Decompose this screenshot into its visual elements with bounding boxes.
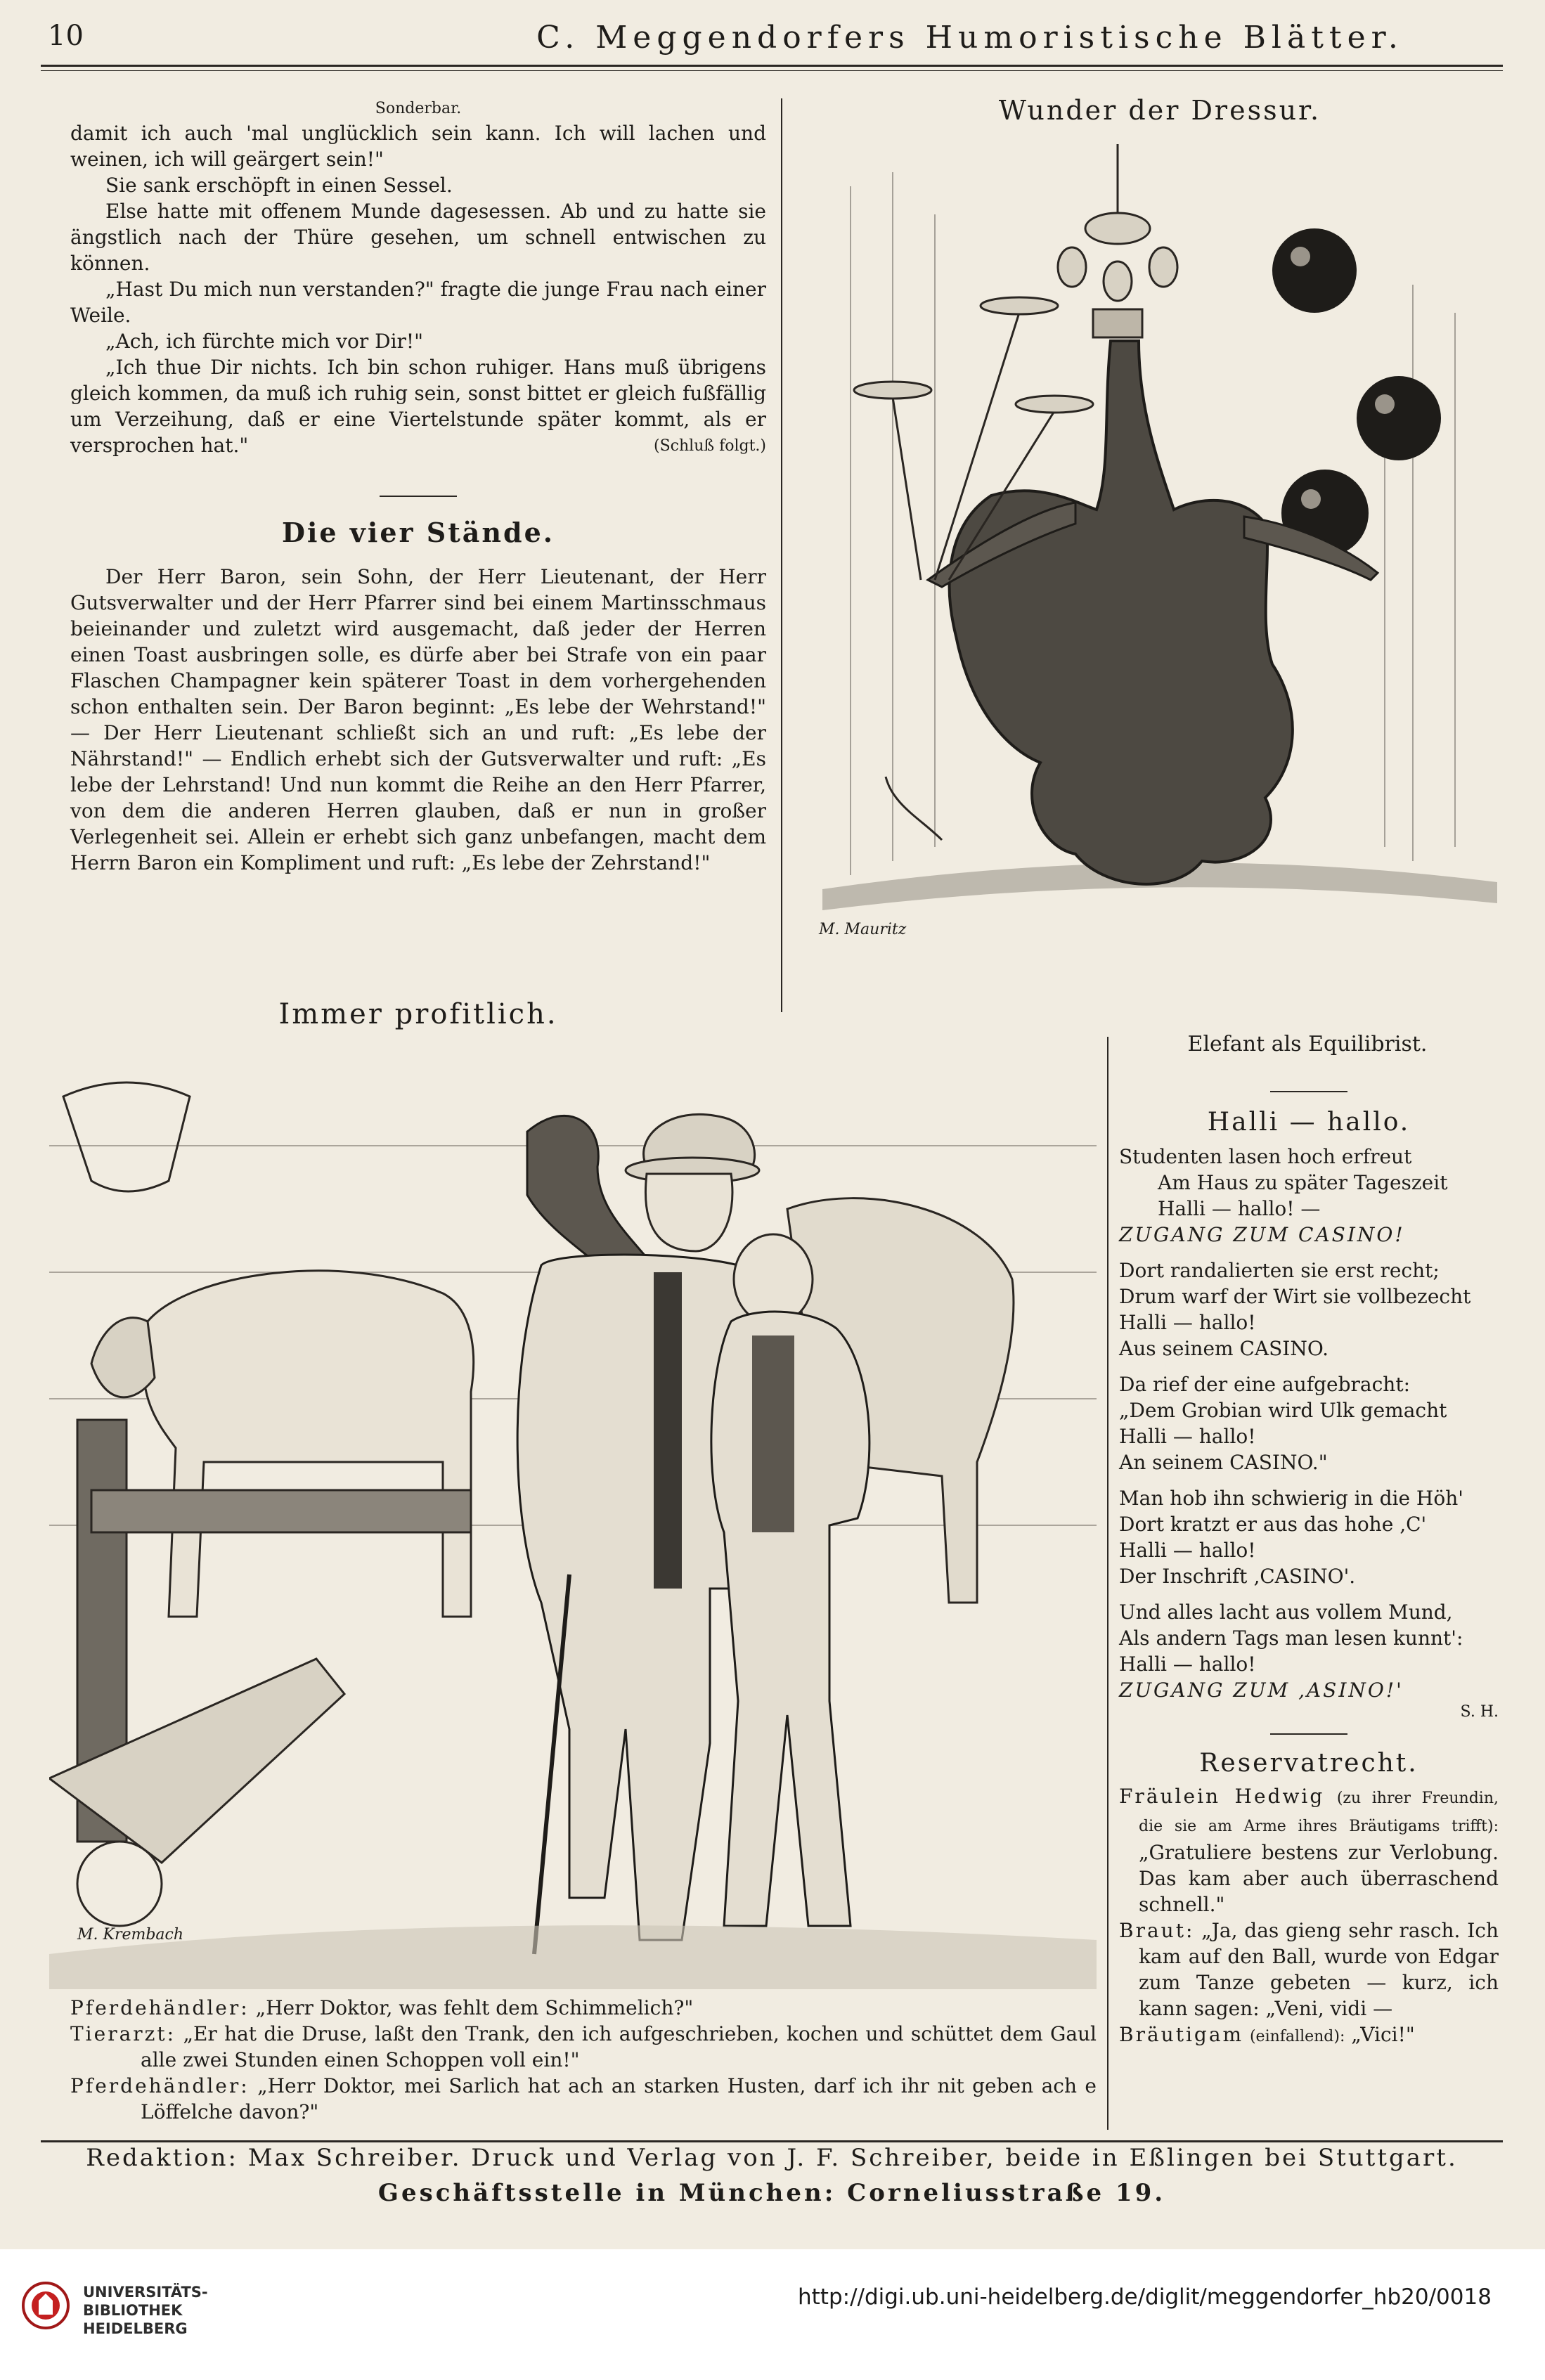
office-line: Geschäftsstelle in München: Corneliusstraße 19. bbox=[377, 2179, 1166, 2207]
poem-stanza bbox=[1119, 1485, 1499, 1589]
speaker: Tierarzt: bbox=[70, 2022, 176, 2045]
dialog-line bbox=[70, 2073, 1097, 2125]
imprint-line: Redaktion: Max Schreiber. Druck und Verlag von J. F. Schreiber, beide in Eßlingen bei Stuttgart. bbox=[86, 2144, 1458, 2172]
poem-stanza bbox=[1119, 1599, 1499, 1703]
paragraph: Else hatte mit offenem Munde dagesessen. Ab und zu hatte sie ängstlich nach der Thüre gesehen, um schnell entwischen zu können. bbox=[70, 200, 766, 275]
university-seal-icon bbox=[21, 2281, 70, 2330]
dialog-line bbox=[70, 1995, 1097, 2021]
dialog-line bbox=[1119, 2022, 1499, 2050]
poem-stanza bbox=[1119, 1257, 1499, 1362]
logo-line: UNIVERSITÄTS- bbox=[83, 2284, 208, 2301]
verse-line: Studenten lasen hoch erfreut bbox=[1119, 1145, 1412, 1168]
dialog-line bbox=[70, 2021, 1097, 2073]
poem-stanza bbox=[1119, 1371, 1499, 1475]
verse-line: Halli — hallo! bbox=[1119, 1653, 1256, 1676]
reservat-title: Reservatrecht. bbox=[1199, 1749, 1418, 1778]
verse-line: Als andern Tags man lesen kunnt': bbox=[1119, 1626, 1463, 1650]
continued-label: Sonderbar. bbox=[375, 100, 462, 117]
stage-direction: (zu ihrer Freundin, die sie am Arme ihres Bräutigams trifft): bbox=[1139, 1790, 1499, 1835]
verse-line: Da rief der eine aufgebracht: bbox=[1119, 1373, 1411, 1396]
header-rule-thin bbox=[41, 70, 1503, 71]
verse-line: Halli — hallo! bbox=[1119, 1539, 1256, 1562]
story-title: Die vier Stände. bbox=[282, 517, 555, 548]
speaker: Pferdehändler: bbox=[70, 2074, 250, 2097]
story-text: Der Herr Baron, sein Sohn, der Herr Lieutenant, der Herr Gutsverwalter und der Herr Pfarrer sind bei einem Martinsschmaus beieinander und zuletzt wird ausgemacht, daß jeder der Herren einen Toast ausbringen solle, es dürfe aber bei Strafe von ein paar Flaschen Champagner kein späterer Toast in dem vorhergehenden schon enthalten sein. Der Baron beginnt: „Es lebe der Wehrstand!" — Der Herr Lieutenant schließt sich an und ruft: „Es lebe der Nährstand!" — Endlich erhebt sich der Gutsverwalter und ruft: „Es lebe der Lehrstand! Und nun kommt die Reihe an den Herr Pfarrer, von dem die anderen Herren glauben, daß er nun in großer Verlegenheit sei. Allein er erhebt sich ganz unbefangen, macht dem Herrn Baron ein Kompliment und ruft: „Es lebe der Zehrstand!" bbox=[70, 565, 766, 874]
poem-title: Halli — hallo. bbox=[1207, 1108, 1411, 1137]
dialog-line bbox=[1119, 1783, 1499, 1917]
poem-stanza bbox=[1119, 1144, 1499, 1248]
verse-line: Halli — hallo! bbox=[1119, 1425, 1256, 1448]
elephant-caption: Elefant als Equilibrist. bbox=[1187, 1032, 1428, 1056]
verse-line: Halli — hallo! — bbox=[1158, 1197, 1321, 1220]
paragraph: damit ich auch 'mal unglücklich sein kann. Ich will lachen und weinen, ich will geärgert sein!" bbox=[70, 122, 766, 171]
dialog-text: „Gratuliere bestens zur Verlobung. Das kam aber auch überraschend schnell." bbox=[1139, 1841, 1499, 1916]
dialog-line bbox=[1119, 1917, 1499, 2022]
stable-illustration bbox=[49, 1040, 1097, 1989]
verse-line: Der Inschrift ‚CASINO'. bbox=[1119, 1565, 1356, 1588]
column-divider-right bbox=[1107, 1037, 1108, 2130]
footer-rule bbox=[41, 2140, 1503, 2142]
verse-line: Dort kratzt er aus das hohe ‚C' bbox=[1119, 1513, 1427, 1536]
speaker: Fräulein Hedwig bbox=[1119, 1785, 1325, 1808]
verse-line: ZUGANG ZUM ‚ASINO!' bbox=[1119, 1679, 1404, 1702]
verse-line: Am Haus zu später Tageszeit bbox=[1158, 1171, 1448, 1194]
page-number: 10 bbox=[48, 20, 84, 52]
logo-line: BIBLIOTHEK bbox=[83, 2302, 183, 2319]
elephant-signature: M. Mauritz bbox=[819, 921, 907, 938]
verse-line: Drum warf der Wirt sie vollbezecht bbox=[1119, 1285, 1471, 1308]
section-rule bbox=[380, 496, 457, 497]
verse-line: Man hob ihn schwierig in die Höh' bbox=[1119, 1487, 1463, 1510]
section-rule bbox=[1270, 1091, 1347, 1092]
stage-direction: (einfallend): bbox=[1249, 2028, 1345, 2045]
paragraph: „Ich thue Dir nichts. Ich bin schon ruhiger. Hans muß übrigens gleich kommen, da muß ich ruhig sein, sonst bittet er gleich fußfällig um Verzeihung, daß er eine Viertelstunde später kommt, als er versprochen hat." bbox=[70, 356, 766, 457]
speaker: Pferdehändler: bbox=[70, 1996, 250, 2019]
verse-line: Aus seinem CASINO. bbox=[1119, 1337, 1329, 1360]
cartoon-title: Immer profitlich. bbox=[278, 998, 558, 1030]
source-url-link[interactable]: http://digi.ub.uni-heidelberg.de/diglit/meggendorfer_hb20/0018 bbox=[798, 2284, 1492, 2310]
library-logo-text bbox=[83, 2283, 208, 2338]
cartoon-dialog bbox=[70, 1995, 1097, 2125]
verse-line: Halli — hallo! bbox=[1119, 1311, 1256, 1334]
elephant-illustration bbox=[808, 130, 1511, 1023]
to-be-continued: (Schluß folgt.) bbox=[654, 437, 766, 455]
dialog-text: „Er hat die Druse, laßt den Trank, den ich aufgeschrieben, kochen und schüttet dem Gaul alle zwei Stunden einen Schoppen voll ein!" bbox=[141, 2022, 1097, 2071]
column-divider bbox=[781, 98, 782, 1012]
verse-line: An seinem CASINO." bbox=[1119, 1451, 1328, 1474]
verse-line: Dort randalierten sie erst recht; bbox=[1119, 1259, 1440, 1282]
left-column bbox=[70, 100, 766, 876]
stable-signature: M. Krembach bbox=[77, 1926, 184, 1944]
paragraph: „Hast Du mich nun verstanden?" fragte die junge Frau nach einer Weile. bbox=[70, 278, 766, 327]
library-bar bbox=[0, 2249, 1545, 2380]
dialog-text: „Ja, das gieng sehr rasch. Ich kam auf den Ball, wurde von Edgar zum Tanze gebeten — kurz, ich kann sagen: „Veni, vidi — bbox=[1139, 1919, 1499, 2020]
section-rule bbox=[1270, 1733, 1347, 1735]
paragraph: „Ach, ich fürchte mich vor Dir!" bbox=[105, 330, 424, 353]
poem-author: S. H. bbox=[1460, 1703, 1499, 1721]
verse-line: ZUGANG ZUM CASINO! bbox=[1119, 1223, 1405, 1246]
dialog-text: „Herr Doktor, was fehlt dem Schimmelich?" bbox=[255, 1996, 694, 2019]
dialog-text: „Vici!" bbox=[1351, 2023, 1415, 2046]
header-rule bbox=[41, 65, 1503, 67]
elephant-title: Wunder der Dressur. bbox=[998, 95, 1321, 126]
running-title: C. Meggendorfers Humoristische Blätter. bbox=[536, 20, 1404, 56]
dialog-text: „Herr Doktor, mei Sarlich hat ach an starken Husten, darf ich ihr nit geben ach e Löffelche davon?" bbox=[141, 2074, 1097, 2123]
speaker: Bräutigam bbox=[1119, 2023, 1244, 2046]
paragraph: Sie sank erschöpft in einen Sessel. bbox=[105, 174, 453, 197]
verse-line: Und alles lacht aus vollem Mund, bbox=[1119, 1600, 1453, 1624]
logo-line: HEIDELBERG bbox=[83, 2320, 188, 2337]
speaker: Braut: bbox=[1119, 1919, 1195, 1942]
right-column bbox=[1119, 1061, 1499, 2050]
verse-line: „Dem Grobian wird Ulk gemacht bbox=[1119, 1399, 1447, 1422]
